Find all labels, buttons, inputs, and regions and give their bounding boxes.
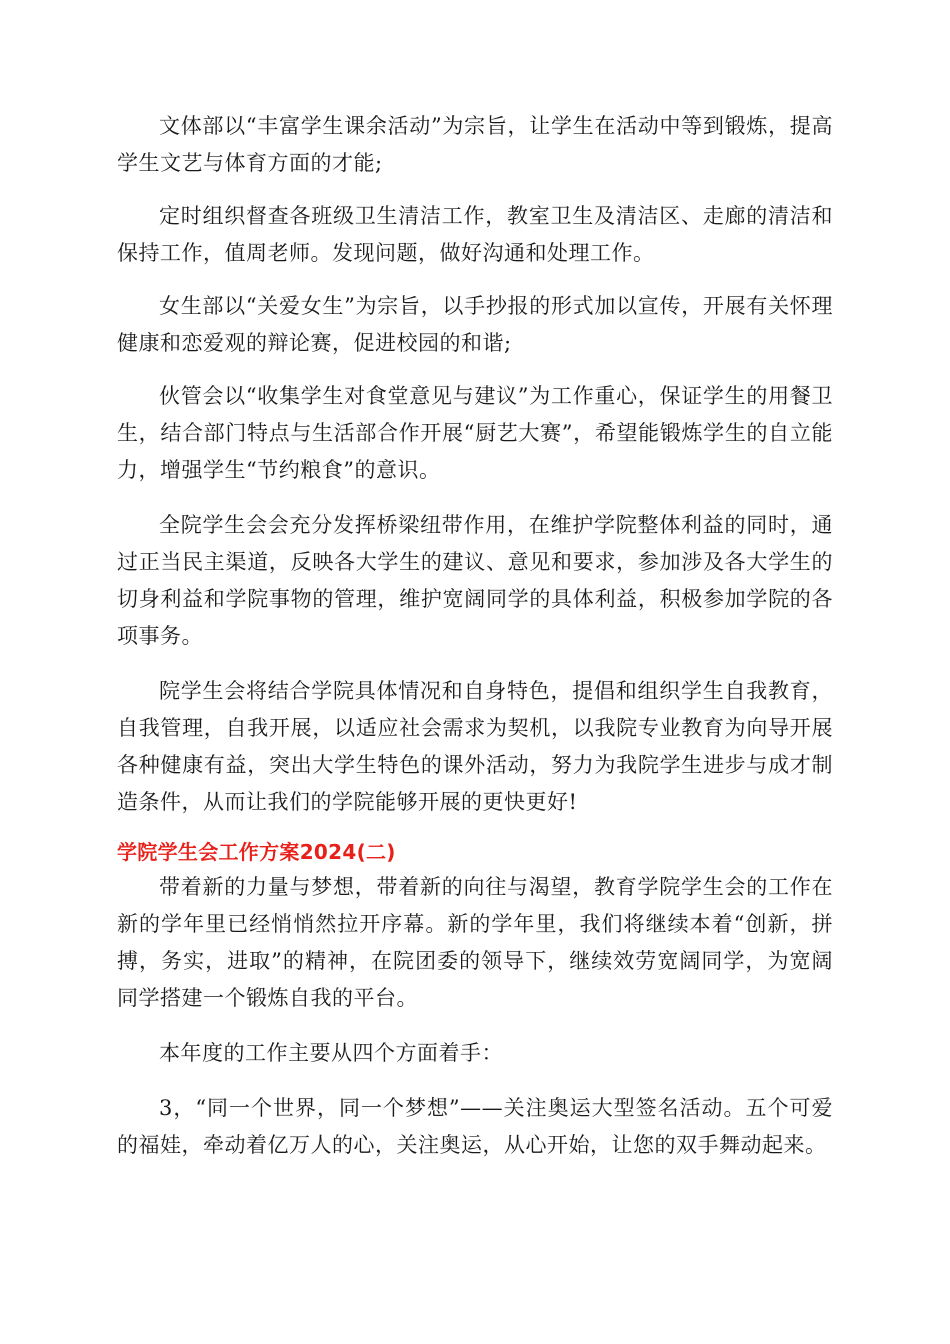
paragraph-nvsheng: 女生部以“关爱女生”为宗旨，以手抄报的形式加以宣传，开展有关怀理健康和恋爱观的辩论赛，促进校园的和谐;: [117, 294, 833, 355]
section-heading: 学院学生会工作方案2024(二): [117, 840, 396, 864]
paragraph-quanyuan: 全院学生会会充分发挥桥梁纽带作用，在维护学院整体利益的同时，通过正当民主渠道，反映各大学生的建议、意见和要求，参加涉及各大学生的切身利益和学院事物的管理，维护宽阔同学的具体利益，积极参加学院的各项事务。: [117, 513, 833, 648]
paragraph-weisheng: 定时组织督查各班级卫生清洁工作，教室卫生及清洁区、走廊的清洁和保持工作，值周老师。发现问题，做好沟通和处理工作。: [117, 204, 833, 265]
paragraph-four-aspects: 本年度的工作主要从四个方面着手：: [159, 1041, 503, 1065]
paragraph-yuanxueshenghui: 院学生会将结合学院具体情况和自身特色，提倡和组织学生自我教育，自我管理，自我开展，以适应社会需求为契机，以我院专业教育为向导开展各种健康有益，突出大学生特色的课外活动，努力为我院学生进步与成才制造条件，从而让我们的学院能够开展的更快更好!: [117, 679, 833, 814]
paragraph-olympics: 3，“同一个世界，同一个梦想”——关注奥运大型签名活动。五个可爱的福娃，牵动着亿万人的心，关注奥运，从心开始，让您的双手舞动起来。: [117, 1096, 833, 1157]
paragraph-huoguan: 伙管会以“收集学生对食堂意见与建议”为工作重心，保证学生的用餐卫生，结合部门特点与生活部合作开展“厨艺大赛”，希望能锻炼学生的自立能力，增强学生“节约粮食”的意识。: [117, 384, 833, 482]
document-body: [117, 108, 833, 1164]
paragraph-intro: 带着新的力量与梦想，带着新的向往与渴望，教育学院学生会的工作在新的学年里已经悄悄然拉开序幕。新的学年里，我们将继续本着“创新，拼搏，务实，进取”的精神，在院团委的领导下，继续效劳宽阔同学，为宽阔同学搭建一个锻炼自我的平台。: [117, 875, 833, 1010]
paragraph-wenti: 文体部以“丰富学生课余活动”为宗旨，让学生在活动中等到锻炼，提高学生文艺与体育方面的才能;: [117, 114, 833, 175]
